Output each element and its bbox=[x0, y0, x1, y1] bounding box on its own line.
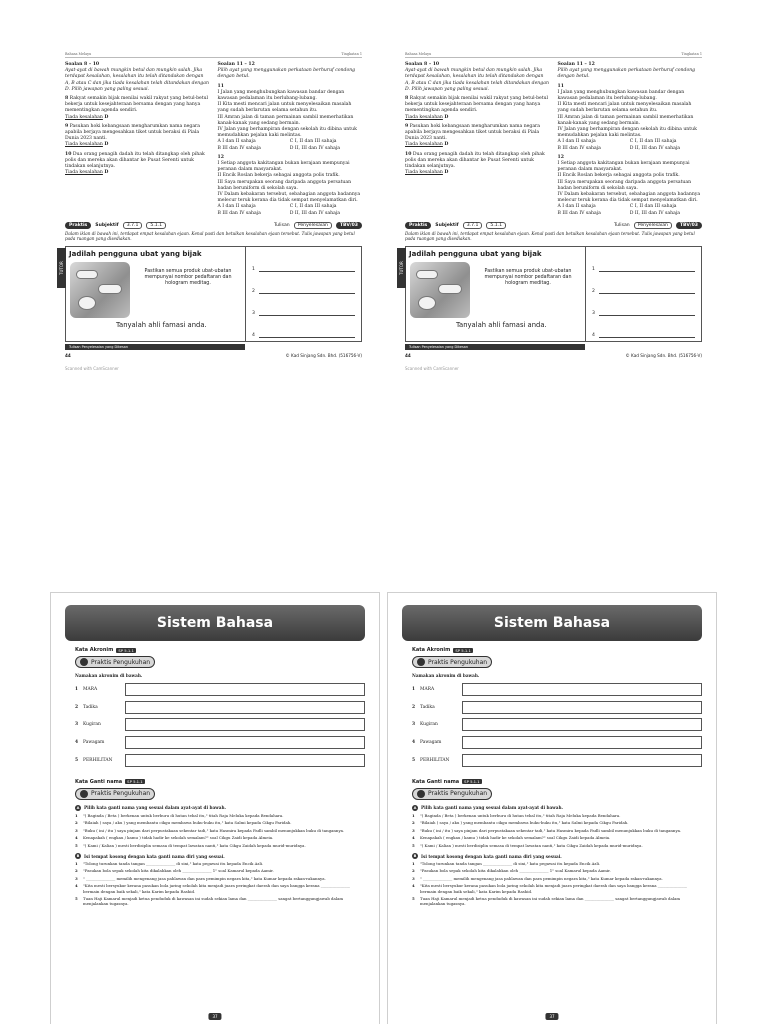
medicine-image bbox=[70, 262, 130, 318]
praktis-pengukuhan-label: Praktis Pengukuhan bbox=[412, 788, 492, 800]
header-level: Tingkatan 1 bbox=[681, 52, 702, 56]
penyelesaian-label: Penyelesaian bbox=[294, 222, 332, 229]
answer-line[interactable] bbox=[599, 315, 695, 316]
list-item: 4 Kenapakah ( engkau / kamu ) tidak hadir ke sekolah semalam?" soal Cikgu Zaidi kepada Almeia. bbox=[75, 835, 274, 841]
list-item: 5 "( Kami / Kalian ) mesti berdisiplin semasa di tempat lawatan nanti," kata Cikgu Zaidah kepada murid-muridnya. bbox=[75, 842, 306, 848]
list-item: 1 "( Baginda / Beta ) berkenan untuk berburu di hutan tebal itu," titah Raja Meluka kepada Bendahara. bbox=[412, 812, 621, 818]
header-level: Tingkatan 1 bbox=[341, 52, 362, 56]
section-kata-ganti-heading: Kata Ganti nama SP 5.1.1 bbox=[75, 778, 143, 785]
list-item: 2 "Pasukan bola sepak sekolah kita dikalahkan oleh _______________ 1" soal Kamarul kepada Aamir. bbox=[75, 868, 274, 874]
answer-area: 1 2 3 4 bbox=[246, 247, 361, 341]
answer-line[interactable] bbox=[599, 271, 695, 272]
section-a-instructions: Ayat-ayat di bawah mungkin betul dan mungkin salah. Jika terdapat kesalahan, kesalahan itu telah ditandakan dengan A, B atau C dan jika tiada kesalahan telah ditandakan dengan D. Pilih jawapan yang paling sesuai. bbox=[65, 68, 209, 92]
page-footer bbox=[65, 353, 362, 358]
banner-title: Sistem Bahasa bbox=[493, 615, 611, 631]
pencil-icon bbox=[80, 658, 88, 666]
pencil-icon bbox=[80, 790, 88, 798]
subjektif-label: Subjektif bbox=[95, 222, 119, 228]
list-item: 4 Pawagam bbox=[75, 734, 365, 752]
list-item: 4 "Kita mesti bersyukur kerana pasukan bola jaring sekolah kita menjadi juara peringkat daerah dan saya bangga kerana _______________ bermain dengan baik sekali," kata Karim kepada Rashid. bbox=[412, 883, 687, 894]
question-10: 10 Dua orang penagih dadah itu telah ditangkap oleh pihak polis dan mereka akan dihantar ke Pusat Serenti untuk tindakan selanjutnya. Tiada kesalahan D bbox=[65, 151, 205, 176]
ad-body: Pastikan semua produk ubat-ubatan mempunyai nombor pedaftaran dan hologram meditag. bbox=[144, 269, 232, 287]
answer-box[interactable] bbox=[462, 754, 702, 767]
list-item: 2 "Bilaiah ( saya / aku ) yang membantu cikgu membawa buku-buku itu," kata Salmi kepada Cikgu Faridah. bbox=[75, 820, 292, 826]
question-9: 9 Pasukan hoki kebangsaan mengharumkan nama negara apabila berjaya mengesahkan tiket untuk beraksi di Piala Dunia 2023 nanti. Tiada kesalahan D bbox=[65, 123, 200, 148]
section-a-title: Soalan 8 – 10 bbox=[65, 62, 100, 67]
answer-box[interactable] bbox=[125, 683, 365, 696]
page-number: 37 bbox=[545, 1013, 558, 1020]
question-columns bbox=[65, 62, 362, 217]
section-a: Soalan 8 – 10 Ayat-ayat di bawah mungkin betul dan mungkin salah. Jika terdapat kesalahan, kesalahan itu telah ditandakan dengan A, B atau C dan jika tiada kesalahan telah ditandakan dengan D. Pilih jawapan yang paling sesuai. 8 Rakyat semakin bijak menilai wakil rakyat yang betul-betul bekerja untuk kesejahteraan bersama dengan yang hanya mementingkan agenda sendiri. Tiada kesalahan D 9 Pasukan hoki kebangsaan mengharumkan nama negara apabila berjaya mengesahkan tiket untuk beraksi di Piala Dunia 2023 nanti. Tiada kesalahan D 10 Dua orang penagih dadah itu telah ditangkap oleh pihak polis dan mereka akan dihantar ke Pusat Serenti untuk tindakan selanjutnya. Tiada kesalahan D bbox=[405, 62, 549, 176]
list-item: 2 Tadika bbox=[412, 699, 702, 717]
praktis-pengukuhan-label: Praktis Pengukuhan bbox=[75, 656, 155, 668]
answer-box[interactable] bbox=[462, 683, 702, 696]
advertisement: Jadilah pengguna ubat yang bijak Pastikan semua produk ubat-ubatan mempunyai nombor pedaftaran dan hologram meditag. Tanyalah ahli famasi anda. bbox=[406, 247, 586, 341]
ad-box bbox=[405, 246, 702, 342]
praktis-bar: Praktis Subjektif 3.7.1 5.1.1 Tulisan Penyelesaian TBV/03 bbox=[405, 222, 702, 229]
answer-line[interactable] bbox=[259, 271, 355, 272]
question-8: 8 Rakyat semakin bijak menilai wakil rakyat yang betul-betul bekerja untuk kesejahteraan bersama dengan yang hanya mementingkan agenda sendiri. Tiada kesalahan D bbox=[65, 96, 209, 120]
tutor-tab: TUTOR bbox=[397, 248, 406, 288]
section-kata-ganti-heading: Kata Ganti nama SP 5.1.1 bbox=[412, 778, 480, 785]
answer-box[interactable] bbox=[462, 736, 702, 749]
sub-a-heading: A Pilih kata ganti nama yang sesuai dalam ayat-ayat di bawah. bbox=[76, 805, 226, 811]
banner-title: Sistem Bahasa bbox=[156, 615, 274, 631]
section-akronim-heading: Kata Akronim SP 5.1.1 bbox=[412, 647, 471, 653]
question-10: 10 Dua orang penagih dadah itu telah ditangkap oleh pihak polis dan mereka akan dihantar ke Pusat Serenti untuk tindakan selanjutnya. Tiada kesalahan D bbox=[405, 151, 545, 176]
section-a bbox=[65, 62, 210, 217]
praktis-pengukuhan-label: Praktis Pengukuhan bbox=[412, 656, 492, 668]
question-12: 12 I Setiap anggota kakitangan bukan kerajaan mempunyai peranan dalam masyarakat. II Encik Roslan bekerja sebagai anggota polis trafik. III Saya merupakan seorang daripada anggota persatuan badan beruniform di sekolah saya. IV Dalam kebakaran tersebut, sebahagian anggota badannya melecur teruk kerana dia tidak sempat menyelamatkan diri. A I dan II sahaja C I, II dan III sahaja B III dan IV sahaja D II, III dan IV sahaja bbox=[557, 154, 701, 216]
section-akronim-heading: Kata Akronim SP 5.1.1 bbox=[75, 647, 134, 653]
answer-line[interactable] bbox=[599, 337, 695, 338]
page-header bbox=[405, 52, 702, 58]
code-badge: TBV/03 bbox=[336, 222, 362, 229]
answer-line[interactable] bbox=[599, 293, 695, 294]
bottom-left-page bbox=[50, 592, 380, 1024]
list-item: 2 "Bilaiah ( saya / aku ) yang membantu cikgu membawa buku-buku itu," kata Salmi kepada Cikgu Faridah. bbox=[412, 820, 629, 826]
section-b bbox=[218, 62, 363, 217]
list-item: 1 "Tolong turunkan tanda tangan _______________ di sini," kata pegawai itu kepada Encik Azli. bbox=[75, 861, 264, 866]
list-item: 4 Pawagam bbox=[412, 734, 702, 752]
pencil-icon bbox=[417, 658, 425, 666]
answer-box[interactable] bbox=[125, 718, 365, 731]
praktis-note: Dalam iklan di bawah ini, terdapat empat kesalahan ejaan. Kenal pasti dan betulkan kesalahan ejaan tersebut. Tulis jawapan yang betul pada ruangan yang disediakan. bbox=[65, 230, 355, 242]
banner bbox=[402, 605, 702, 641]
sp-tag: 3.7.1 bbox=[123, 222, 143, 229]
ad-box bbox=[65, 246, 362, 342]
list-item: 5 "( Kami / Kalian ) mesti berdisiplin semasa di tempat lawatan nanti," kata Cikgu Zaidah kepada murid-muridnya. bbox=[412, 842, 643, 848]
list-item: 1 MARA bbox=[412, 681, 702, 699]
top-right-page bbox=[397, 48, 710, 488]
page-number: 37 bbox=[208, 1013, 221, 1020]
sub-b-heading: B Isi tempat kosong dengan kata ganti nama diri yang sesuai. bbox=[413, 853, 562, 859]
question-11: 11 I Jalan yang menghubungkan kawasan bandar dengan kawasan pedalaman itu berlubang-lubang. II Kita mesti mencari jalan untuk menyelesaikan masalah yang sudah berlarutan selama setahun itu. III Amran jalan di taman permainan sambil memerhatikan kanak-kanak yang sedang bermain. IV Jalan yang berhampiran dengan sekolah itu dibina untuk memudahkan pejalan kaki melintas. A I dan II sahaja C I, II dan III sahaja B III dan IV sahaja D II, III dan IV sahaja bbox=[217, 83, 357, 151]
header-subject: Bahasa Melayu bbox=[65, 52, 92, 56]
question-columns bbox=[405, 62, 702, 217]
praktis-label: Praktis bbox=[65, 222, 91, 229]
publisher: © Kad Sinjang Sdn. Bhd. (516756-V) bbox=[285, 353, 362, 359]
ad-sign: Tanyalah ahli famasi anda. bbox=[116, 321, 207, 330]
praktis-pengukuhan-label: Praktis Pengukuhan bbox=[75, 788, 155, 800]
section-b: Soalan 11 – 12 Pilih ayat yang menggunakan perkataan berhuruf condong dengan betul. 11 I Jalan yang menghubungkan kawasan bandar dengan kawasan pedalaman itu berlubang-lubang. II Kita mesti mencari jalan untuk menyelesaikan masalah yang sudah berlarutan selama setahun itu. III Amran jalan di taman permainan sambil memerhatikan kanak-kanak yang sedang bermain. IV Jalan yang berhampiran dengan sekolah itu dibina untuk memudahkan pejalan kaki melintas. A I dan II sahaja C I, II dan III sahaja B III dan IV sahaja D II, III dan IV sahaja 12 I Setiap anggota kakitangan bukan kerajaan mempunyai peranan dalam masyarakat. II Encik Roslan bekerja sebagai anggota polis trafik. III Saya merupakan seorang daripada anggota persatuan badan beruniform di sekolah saya. IV Dalam kebakaran tersebut, sebahagian anggota badannya melecur teruk kerana dia tidak sempat menyelamatkan diri. A I dan II sahaja C I, II dan III sahaja B III dan IV sahaja D II, III dan IV sahaja bbox=[557, 62, 701, 216]
list-item: 5 PERHILITAN bbox=[75, 751, 365, 769]
list-item: 2 "Pasukan bola sepak sekolah kita dikalahkan oleh _______________ 1" soal Kamarul kepada Aamir. bbox=[412, 868, 611, 874]
scan-note: Scanned with CamScanner bbox=[405, 366, 459, 372]
answer-box[interactable] bbox=[125, 736, 365, 749]
list-item: 5 PERHILITAN bbox=[412, 751, 702, 769]
list-item: 3 " _______________ memilih mengenang jasa pahlawan dan para pemimpin negara kita," kata Kumar kepada rakan-rakannya. bbox=[412, 875, 663, 881]
list-item: 4 "Kita mesti bersyukur kerana pasukan bola jaring sekolah kita menjadi juara peringkat daerah dan saya bangga kerana _______________ bermain dengan baik sekali," kata Karim kepada Rashid. bbox=[75, 883, 350, 894]
header-subject: Bahasa Melayu bbox=[405, 52, 432, 56]
answer-box[interactable] bbox=[125, 701, 365, 714]
list-item: 2 Tadika bbox=[75, 699, 365, 717]
instruction: Namakan akronim di bawah. bbox=[412, 673, 480, 678]
instruction: Namakan akronim di bawah. bbox=[75, 673, 143, 678]
medicine-image bbox=[410, 262, 470, 318]
question-8: 8 Rakyat semakin bijak menilai wakil rakyat yang betul-betul bekerja untuk kesejahteraan bersama dengan yang hanya mementingkan agenda sendiri. Tiada kesalahan D bbox=[405, 96, 549, 120]
banner bbox=[65, 605, 365, 641]
question-11: 11 I Jalan yang menghubungkan kawasan bandar dengan kawasan pedalaman itu berlubang-lubang. II Kita mesti mencari jalan untuk menyelesaikan masalah yang sudah berlarutan selama setahun itu. III Amran jalan di taman permainan sambil memerhatikan kanak-kanak yang sedang bermain. IV Jalan yang berhampiran dengan sekolah itu dibina untuk memudahkan pejalan kaki melintas. A I dan II sahaja C I, II dan III sahaja B III dan IV sahaja D II, III dan IV sahaja bbox=[557, 83, 697, 151]
sp-tag: 5.1.1 bbox=[146, 222, 166, 229]
list-item: 3 Kugiran bbox=[75, 716, 365, 734]
answer-area: 1 2 3 4 bbox=[586, 247, 701, 341]
list-item: 5 Tuan Haji Kamarul menjadi ketua penduduk di kawasan ini sudah sekian lama dan _______________ sangat bertanggungjawab dalam menjalankan tugasnya. bbox=[412, 896, 681, 907]
answer-box[interactable] bbox=[462, 718, 702, 731]
scan-note: Scanned with CamScanner bbox=[65, 366, 119, 372]
answer-box[interactable] bbox=[462, 701, 702, 714]
answer-line[interactable] bbox=[259, 337, 355, 338]
pencil-icon bbox=[417, 790, 425, 798]
question-9: 9 Pasukan hoki kebangsaan mengharumkan nama negara apabila berjaya mengesahkan tiket untuk beraksi di Piala Dunia 2023 nanti. Tiada kesalahan D bbox=[405, 123, 540, 148]
section-b-instructions: Pilih ayat yang menggunakan perkataan berhuruf condong dengan betul. bbox=[217, 68, 356, 80]
question-12: 12 I Setiap anggota kakitangan bukan kerajaan mempunyai peranan dalam masyarakat. II Encik Roslan bekerja sebagai anggota polis trafik. III Saya merupakan seorang daripada anggota persatuan badan beruniform di sekolah saya. IV Dalam kebakaran tersebut, sebahagian anggota badannya melecur teruk kerana dia tidak sempat menyelamatkan diri. A I dan II sahaja C I, II dan III sahaja B III dan IV sahaja D II, III dan IV sahaja bbox=[217, 154, 361, 216]
list-item: 1 MARA bbox=[75, 681, 365, 699]
list-item: 4 Kenapakah ( engkau / kamu ) tidak hadir ke sekolah semalam?" soal Cikgu Zaidi kepada Almeia. bbox=[412, 835, 611, 841]
akronim-list bbox=[388, 681, 716, 769]
list-item: 3 Kugiran bbox=[412, 716, 702, 734]
sub-b-heading: B Isi tempat kosong dengan kata ganti nama diri yang sesuai. bbox=[76, 853, 225, 859]
praktis-bar bbox=[65, 222, 362, 229]
page-footer: 44 © Kad Sinjang Sdn. Bhd. (516756-V) bbox=[405, 353, 702, 359]
answer-line[interactable] bbox=[259, 315, 355, 316]
list-item: 3 " _______________ memilih mengenang jasa pahlawan dan para pemimpin negara kita," kata Kumar kepada rakan-rakannya. bbox=[75, 875, 326, 881]
top-left-page bbox=[57, 48, 370, 488]
list-item: 5 Tuan Haji Kamarul menjadi ketua penduduk di kawasan ini sudah sekian lama dan _______________ sangat bertanggungjawab dalam menjalankan tugasnya. bbox=[75, 896, 344, 907]
section-b-title: Soalan 11 – 12 bbox=[217, 62, 255, 67]
list-item: 1 "( Baginda / Beta ) berkenan untuk berburu di hutan tebal itu," titah Raja Meluka kepada Bendahara. bbox=[75, 812, 284, 818]
advertisement bbox=[66, 247, 246, 341]
tulisan-label: Tulisan bbox=[274, 222, 290, 228]
bottom-strip: Tulisan Penyelesaian yang Dikesan bbox=[405, 344, 585, 350]
answer-line[interactable] bbox=[259, 293, 355, 294]
bottom-right-page bbox=[387, 592, 717, 1024]
list-item: 3 "Buku ( ini / itu ) saya pinjam dari perpustakaan sekentar tadi," kata Hasmira kepada Fadli sambil menunjukkan buku di tangannya. bbox=[75, 827, 345, 833]
list-item: 1 "Tolong turunkan tanda tangan _______________ di sini," kata pegawai itu kepada Encik Azli. bbox=[412, 861, 601, 866]
answer-box[interactable] bbox=[125, 754, 365, 767]
sub-a-heading: A Pilih kata ganti nama yang sesuai dalam ayat-ayat di bawah. bbox=[413, 805, 563, 811]
list-item: 3 "Buku ( ini / itu ) saya pinjam dari perpustakaan sekentar tadi," kata Hasmira kepada Fadli sambil menunjukkan buku di tangannya. bbox=[412, 827, 682, 833]
praktis-note: Dalam iklan di bawah ini, terdapat empat kesalahan ejaan. Kenal pasti dan betulkan kesalahan ejaan tersebut. Tulis jawapan yang betul pada ruangan yang disediakan. bbox=[405, 230, 695, 242]
page-number: 44 bbox=[65, 353, 71, 359]
page-header bbox=[65, 52, 362, 58]
tutor-tab: TUTOR bbox=[57, 248, 66, 288]
bottom-strip: Tulisan Penyelesaian yang Dikesan bbox=[65, 344, 245, 350]
ad-title: Jadilah pengguna ubat yang bijak bbox=[69, 250, 202, 259]
akronim-list bbox=[51, 681, 379, 769]
